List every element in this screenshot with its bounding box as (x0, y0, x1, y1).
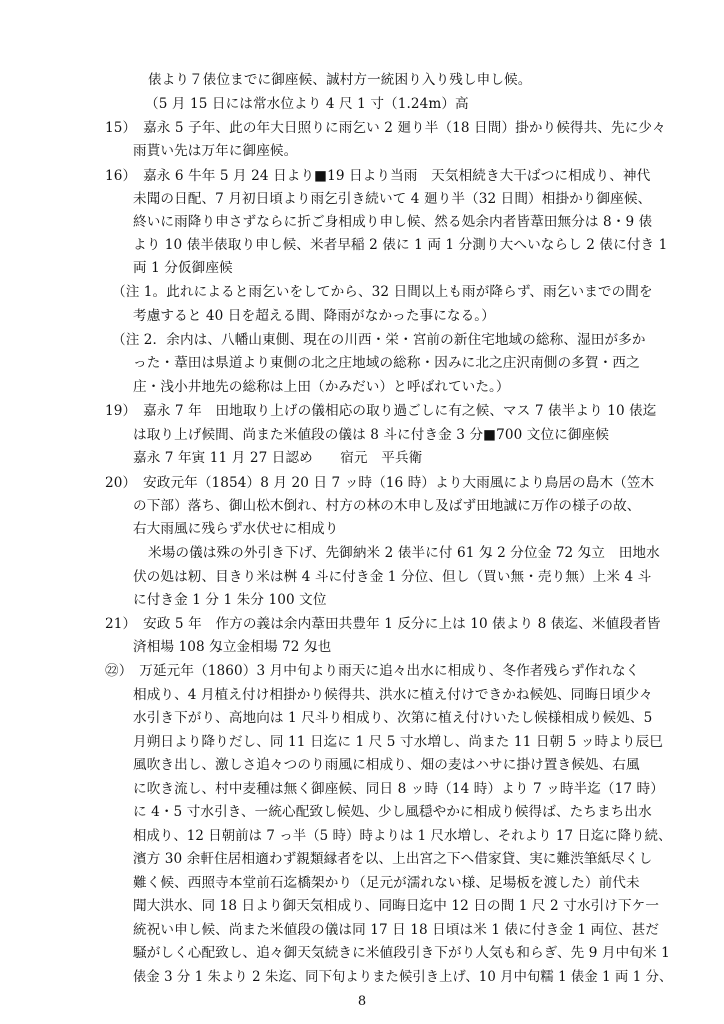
text-line: 右大雨風に残らず水伏せに相成り (133, 521, 339, 537)
text-line: 雨貰い先は万年に御座候。 (133, 143, 298, 159)
text-line: ㉒） 万延元年（1860）3 月中旬より雨天に追々出水に相成り、冬作者残らず作れなく (105, 663, 640, 679)
text-line: 20） 安政元年（1854）8 月 20 日 7 ッ時（16 時）より大雨風により鳥居の島木（笠木 (105, 475, 655, 491)
text-line: （注 1。此れによると雨乞いをしてから、32 日間以上も雨が降らず、雨乞いまでの間を (112, 284, 653, 300)
text-line: 俵金 3 分 1 朱より 2 朱迄、同下旬よりまた候引き上げ、10 月中旬糯 1 俵金 1 両 1 分、 (133, 969, 673, 985)
text-line: 難く候、西照寺本堂前石迄橋架かり（足元が濡れない様、足場板を渡した）前代未 (133, 875, 640, 891)
text-line: 19） 嘉永 7 年 田地取り上げの儀相応の取り過ごしに有之候、マス 7 俵半より 10 俵迄 (105, 403, 657, 419)
text-line: 米場の儀は殊の外引き下げ、先御納米 2 俵半に付 61 匁 2 分位金 72 匁立 田地水 (148, 545, 660, 561)
text-line: 考慮すると 40 日を超える間、降雨がなかった事になる。） (133, 308, 495, 324)
text-line: 相成り、4 月植え付け相掛かり候得共、洪水に植え付けできかね候処、同晦日頃少々 (133, 687, 653, 703)
text-line: 15） 嘉永 5 子年、此の年大日照りに雨乞い 2 廻り半（18 日間）掛かり候得共、先に少々 (105, 120, 666, 136)
text-line: 騒がしく心配致し、追々御天気続きに米値段引き下がり人気も和らぎ、先 9 月中旬米 1 (133, 945, 670, 961)
text-line: 俵より７俵位までに御座候、誠村方一統困り入り残し申し候。 (148, 72, 532, 88)
text-line: 相成り、12 日朝前は 7 っ半（5 時）時よりは 1 尺水増し、それより 17 日迄に降り続、 (133, 828, 672, 844)
text-line: 両 1 分仮御座候 (133, 260, 233, 276)
text-line: 21） 安政 5 年 作方の義は余内葦田共豊年 1 反分に上は 10 俵より 8 俵迄、米値段者皆 (105, 616, 661, 632)
text-line: 統祝い申し候、尚また米値段の儀は同 17 日 18 日頃は米 1 俵に付き金 1 両位、甚だ (133, 922, 660, 938)
page-number: 8 (357, 994, 367, 1009)
text-line: 庄・浅小井地先の総称は上田（かみだい）と呼ばれていた。） (133, 379, 510, 395)
text-line: 伏の処は籾、目きり米は桝 4 斗に付き金 1 分位、但し（買い無・売り無）上米 4 斗 (133, 569, 652, 585)
text-line: 16） 嘉永 6 牛年 5 月 24 日より■19 日より当雨 天気相続き大干ばつに相成り、神代 (105, 168, 651, 184)
text-line: （注 2．余内は、八幡山東側、現在の川西・栄・宮前の新住宅地域の総称、湿田が多か (112, 332, 646, 348)
text-line: に吹き流し、村中麦種は無く御座候、同日 8 ッ時（14 時）より 7 ッ時半迄（17 時） (133, 781, 664, 797)
text-line: に付き金 1 分 1 朱分 100 文位 (133, 592, 327, 608)
text-line: 聞大洪水、同 18 日より御天気相成り、同晦日迄中 12 日の間 1 尺 2 寸水引け下ケ一 (133, 898, 660, 914)
text-line: 濱方 30 余軒住居相適わず親類縁者を以、上出宮之下へ借家貸、実に難渋筆紙尽くし (133, 851, 653, 867)
text-line: 嘉永 7 年寅 11 月 27 日認め 宿元 平兵衛 (133, 450, 423, 466)
text-line: 風吹き出し、激しさ追々つのり雨風に相成り、畑の麦はハサに掛け置き候処、右風 (133, 757, 640, 773)
text-line: （5 月 15 日には常水位より 4 尺 1 寸（1.24m）高 (145, 96, 469, 112)
text-line: は取り上げ候間、尚また米値段の儀は 8 斗に付き金 3 分■700 文位に御座候 (133, 427, 609, 443)
text-line: 水引き下がり、高地向は 1 尺斗り相成り、次第に植え付けいたし候様相成り候処、5 (133, 710, 653, 726)
text-line: に 4・5 寸水引き、一統心配致し候処、少し風穏やかに相成り候得ば、たちまち出水 (133, 804, 652, 820)
text-line: より 10 俵半俵取り申し候、米者早稲 2 俵に 1 両 1 分測り大へいならし 2 俵に付き 1 (133, 237, 668, 253)
text-line: った・葦田は県道より東側の北之庄地域の総称・因みに北之庄沢南側の多賀・西之 (133, 355, 640, 371)
text-line: 終いに雨降り申さずならに折ご身相成り申し候、然る処余内者皆葦田無分は 8・9 俵 (133, 214, 653, 230)
text-line: 済相場 108 匁立金相場 72 匁也 (133, 639, 332, 655)
text-line: 未聞の日配、7 月初日頃より雨乞引き続いて 4 廻り半（32 日間）相掛かり御座候、 (133, 191, 652, 207)
text-line: の下部）落ち、御山松木倒れ、村方の林の木申し及ばず田地誠に万作の様子の故、 (133, 498, 641, 514)
text-line: 月朔日より降りだし、同 11 日迄に 1 尺 5 寸水増し、尚また 11 日朝 5 ッ時より辰巳 (133, 734, 663, 750)
